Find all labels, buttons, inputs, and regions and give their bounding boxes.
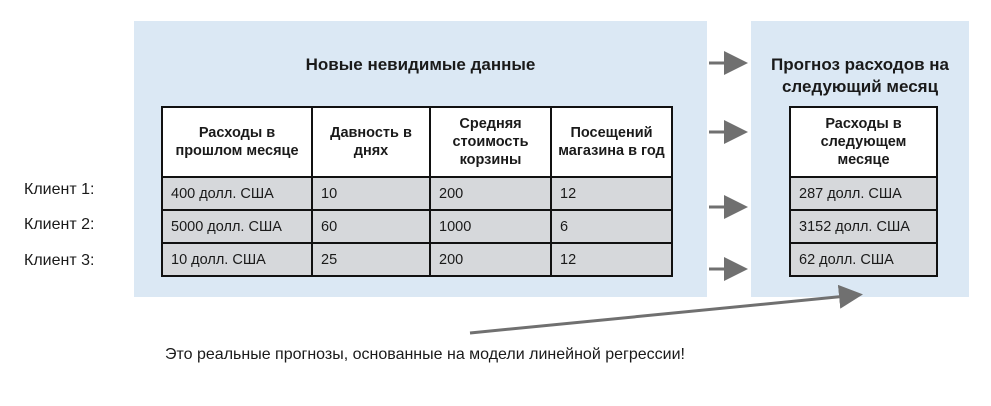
table-cell: 5000 долл. США xyxy=(162,210,312,243)
table-cell: 10 долл. США xyxy=(162,243,312,276)
table-cell: 400 долл. США xyxy=(162,177,312,210)
table-cell: 12 xyxy=(551,243,672,276)
table-cell: 10 xyxy=(312,177,430,210)
prediction-panel-title: Прогноз расходов на следующий месяц xyxy=(770,55,949,96)
prediction-cell: 3152 долл. США xyxy=(790,210,937,243)
arrow-diagonal-icon xyxy=(470,295,857,333)
table-cell: 200 xyxy=(430,177,551,210)
table-cell: 1000 xyxy=(430,210,551,243)
column-header: Расходы в следующем месяце xyxy=(790,107,937,177)
column-header: Расходы в прошлом месяце xyxy=(162,107,312,177)
table-cell: 6 xyxy=(551,210,672,243)
input-panel-title: Новые невидимые данные xyxy=(305,55,536,74)
table-cell: 25 xyxy=(312,243,430,276)
client-label: Клиент 3: xyxy=(24,252,95,269)
footnote: Это реальные прогнозы, основанные на модели линейной регрессии! xyxy=(165,346,685,363)
table-cell: 60 xyxy=(312,210,430,243)
column-header: Посещений магазина в год xyxy=(551,107,672,177)
table-cell: 200 xyxy=(430,243,551,276)
prediction-cell: 62 долл. США xyxy=(790,243,937,276)
column-header: Средняя стоимость корзины xyxy=(430,107,551,177)
prediction-cell: 287 долл. США xyxy=(790,177,937,210)
client-label: Клиент 2: xyxy=(24,216,95,233)
client-label: Клиент 1: xyxy=(24,181,95,198)
table-cell: 12 xyxy=(551,177,672,210)
column-header: Давность в днях xyxy=(312,107,430,177)
